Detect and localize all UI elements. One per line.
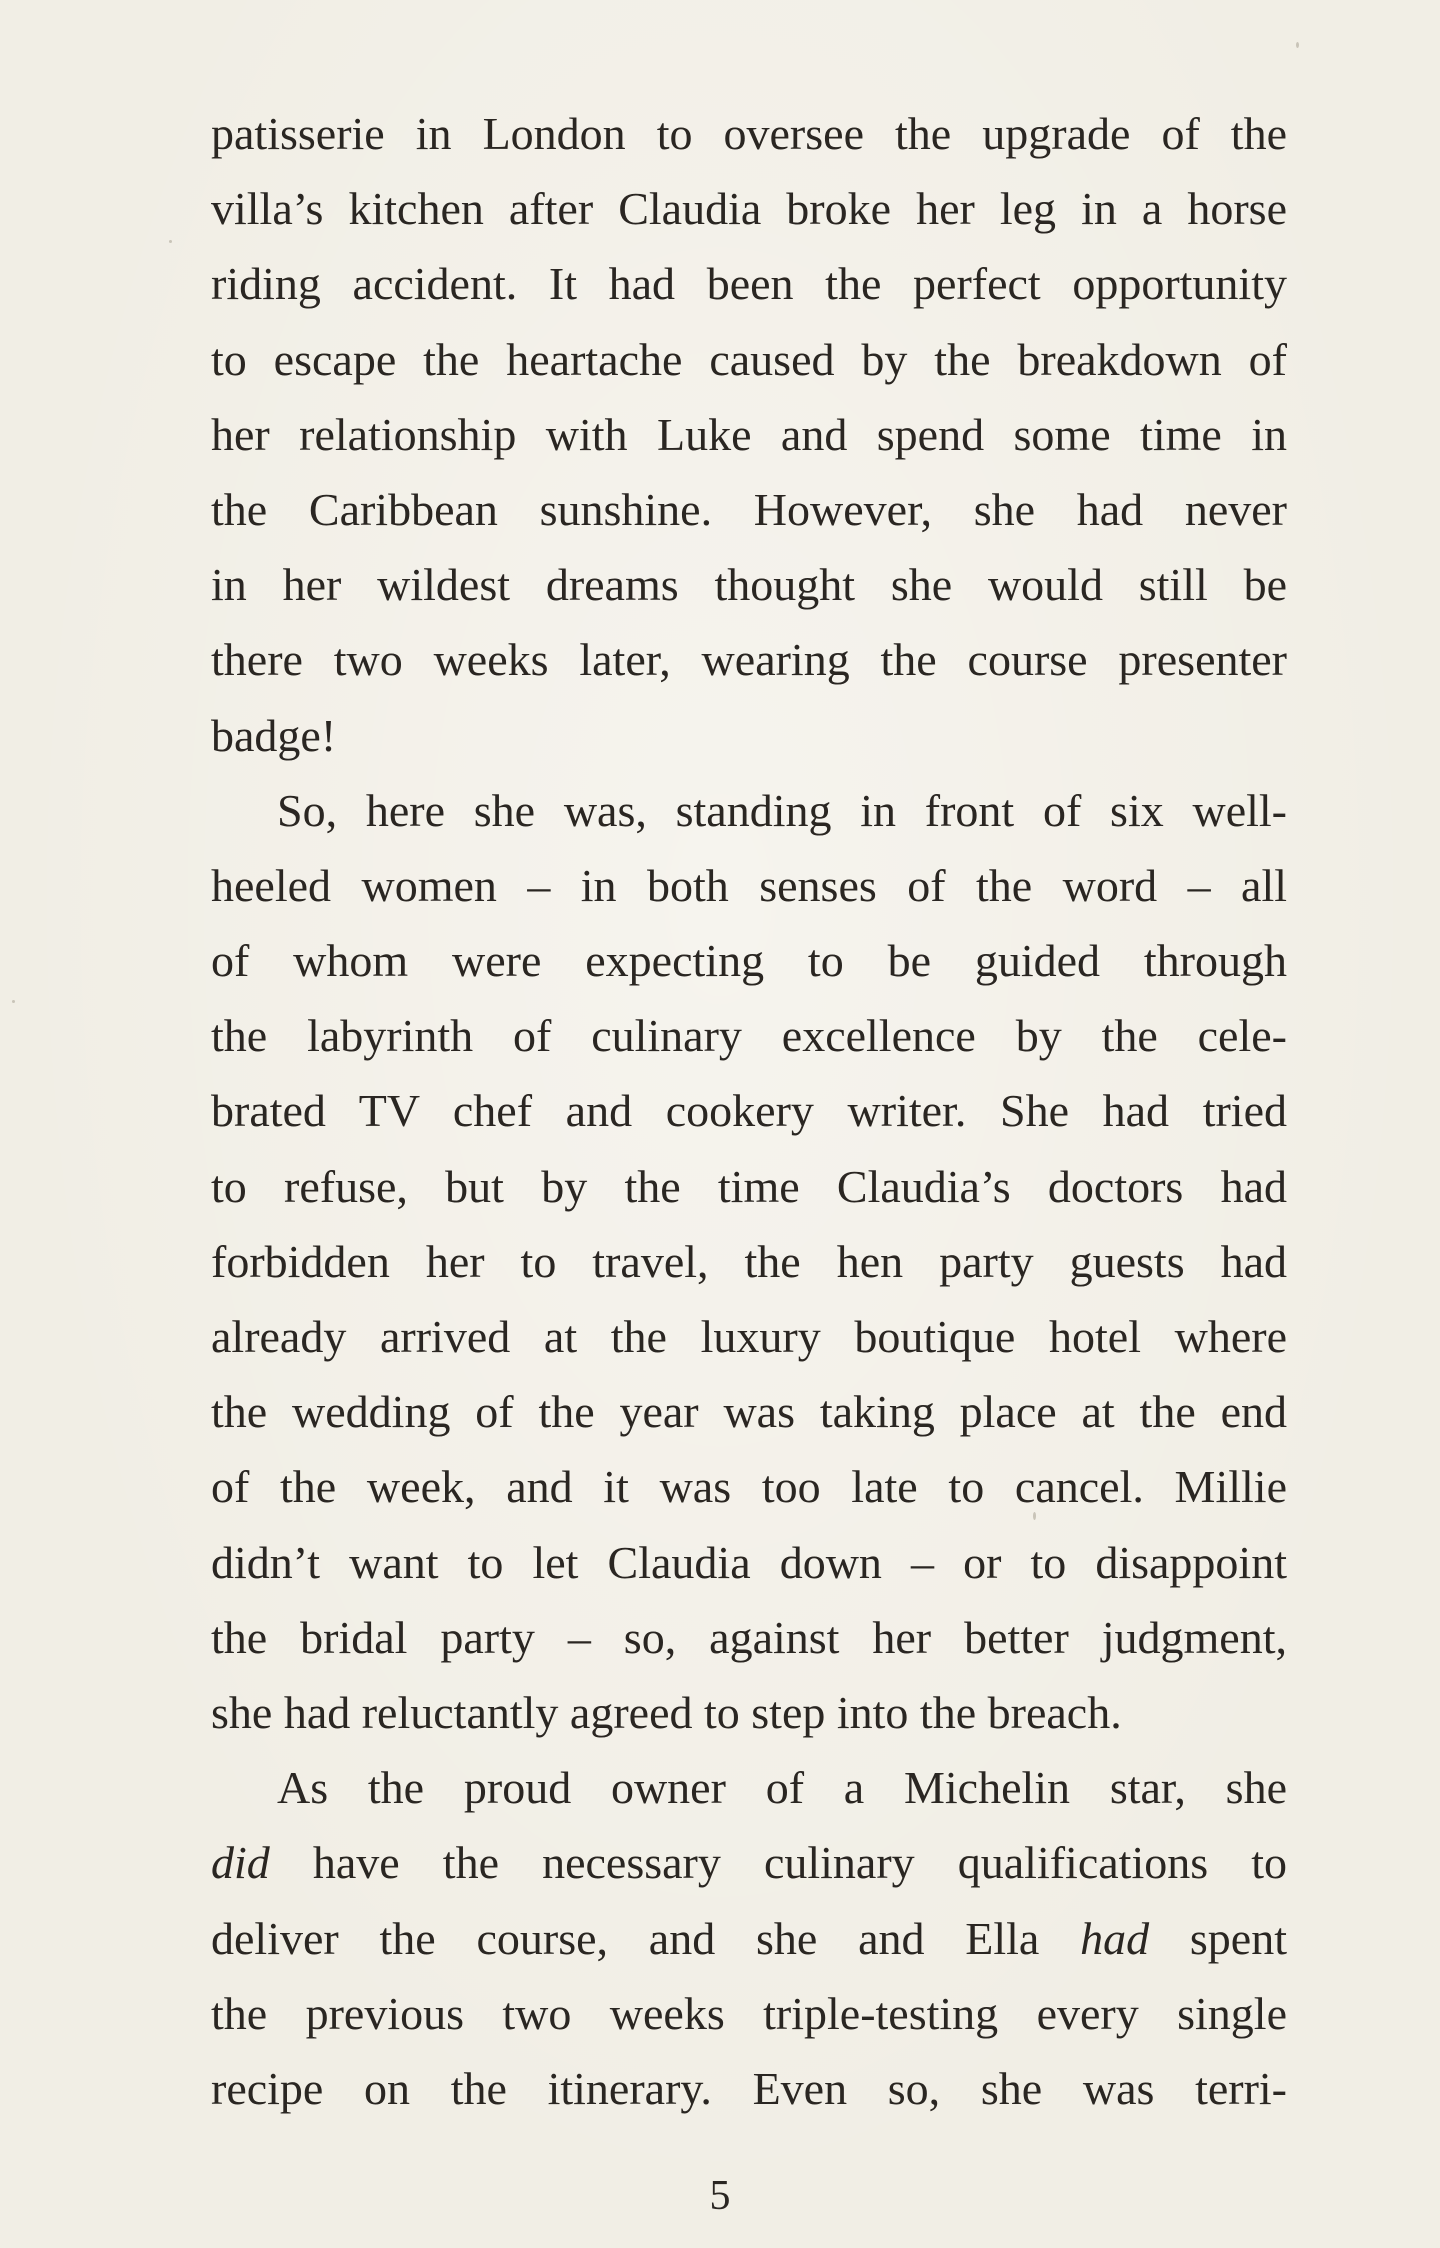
text-run: forbidden her to travel, the hen party guests had [211,1235,1287,1287]
text-line [211,1901,1287,1976]
text-run: So, here she was, standing in front of six well- [277,784,1287,836]
paper-speck [12,1000,15,1003]
text-line [211,397,1287,472]
text-run: the Caribbean sunshine. However, she had never [211,483,1287,535]
text-line [211,622,1287,697]
text-run: to refuse, but by the time Claudia’s doctors had [211,1160,1287,1212]
text-run: there two weeks later, wearing the course presenter [211,634,1287,686]
text-run: deliver the course, and she and Ella [211,1912,1081,1964]
text-line [211,547,1287,622]
text-line [211,2051,1287,2126]
text-run: spent [1149,1912,1287,1964]
text-line [211,1449,1287,1524]
text-line [211,923,1287,998]
text-line [211,1525,1287,1600]
text-line [211,1825,1287,1900]
text-line [211,1073,1287,1148]
text-run: her relationship with Luke and spend some time in [211,408,1287,460]
text-line [211,1224,1287,1299]
text-line [211,246,1287,321]
text-run: already arrived at the luxury boutique hotel where [211,1311,1287,1362]
text-run: villa’s kitchen after Claudia broke her leg in a horse [211,183,1287,235]
text-line [211,773,1287,848]
text-run: brated TV chef and cookery writer. She had tried [211,1085,1287,1137]
text-line [211,1149,1287,1224]
text-line [211,1600,1287,1675]
text-run: she had reluctantly agreed to step into the breach. [211,1686,1122,1738]
text-run: the bridal party – so, against her better judgment, [211,1611,1287,1663]
text-line [211,171,1287,246]
paper-speck [1296,42,1299,48]
text-line [211,698,1287,773]
text-run: patisserie in London to oversee the upgrade of the [211,108,1287,159]
text-line [211,998,1287,1073]
text-run: have the necessary culinary qualifications to [269,1837,1287,1889]
text-run: of the week, and it was too late to cancel. Millie [211,1461,1287,1513]
text-run: the labyrinth of culinary excellence by the cele- [211,1010,1287,1062]
paper-speck [1033,1512,1036,1520]
text-line [211,472,1287,547]
text-line [211,1750,1287,1825]
text-run: the previous two weeks triple-testing every single [211,1987,1287,2039]
text-line [211,1374,1287,1449]
text-line [211,1976,1287,2051]
text-line [211,1675,1287,1750]
text-run: the wedding of the year was taking place at the end [211,1386,1287,1438]
body-text [211,96,1287,2126]
text-run: heeled women – in both senses of the word – all [211,859,1287,911]
text-run: badge! [211,709,337,761]
italic-text: did [211,1837,270,1889]
italic-text: had [1080,1912,1150,1964]
text-line [211,848,1287,923]
text-run: to escape the heartache caused by the breakdown of [211,333,1287,385]
text-run: in her wildest dreams thought she would still be [211,559,1287,611]
page-number: 5 [709,2173,731,2219]
text-run: of whom were expecting to be guided through [211,935,1287,987]
text-run: As the proud owner of a Michelin star, she [277,1762,1287,1814]
text-line [211,322,1287,397]
paper-speck [169,240,172,243]
text-run: didn’t want to let Claudia down – or to disappoint [211,1536,1287,1588]
text-line [211,1299,1287,1374]
text-line [211,96,1287,171]
text-run: riding accident. It had been the perfect opportunity [211,258,1287,310]
text-run: recipe on the itinerary. Even so, she was terri- [211,2062,1287,2114]
